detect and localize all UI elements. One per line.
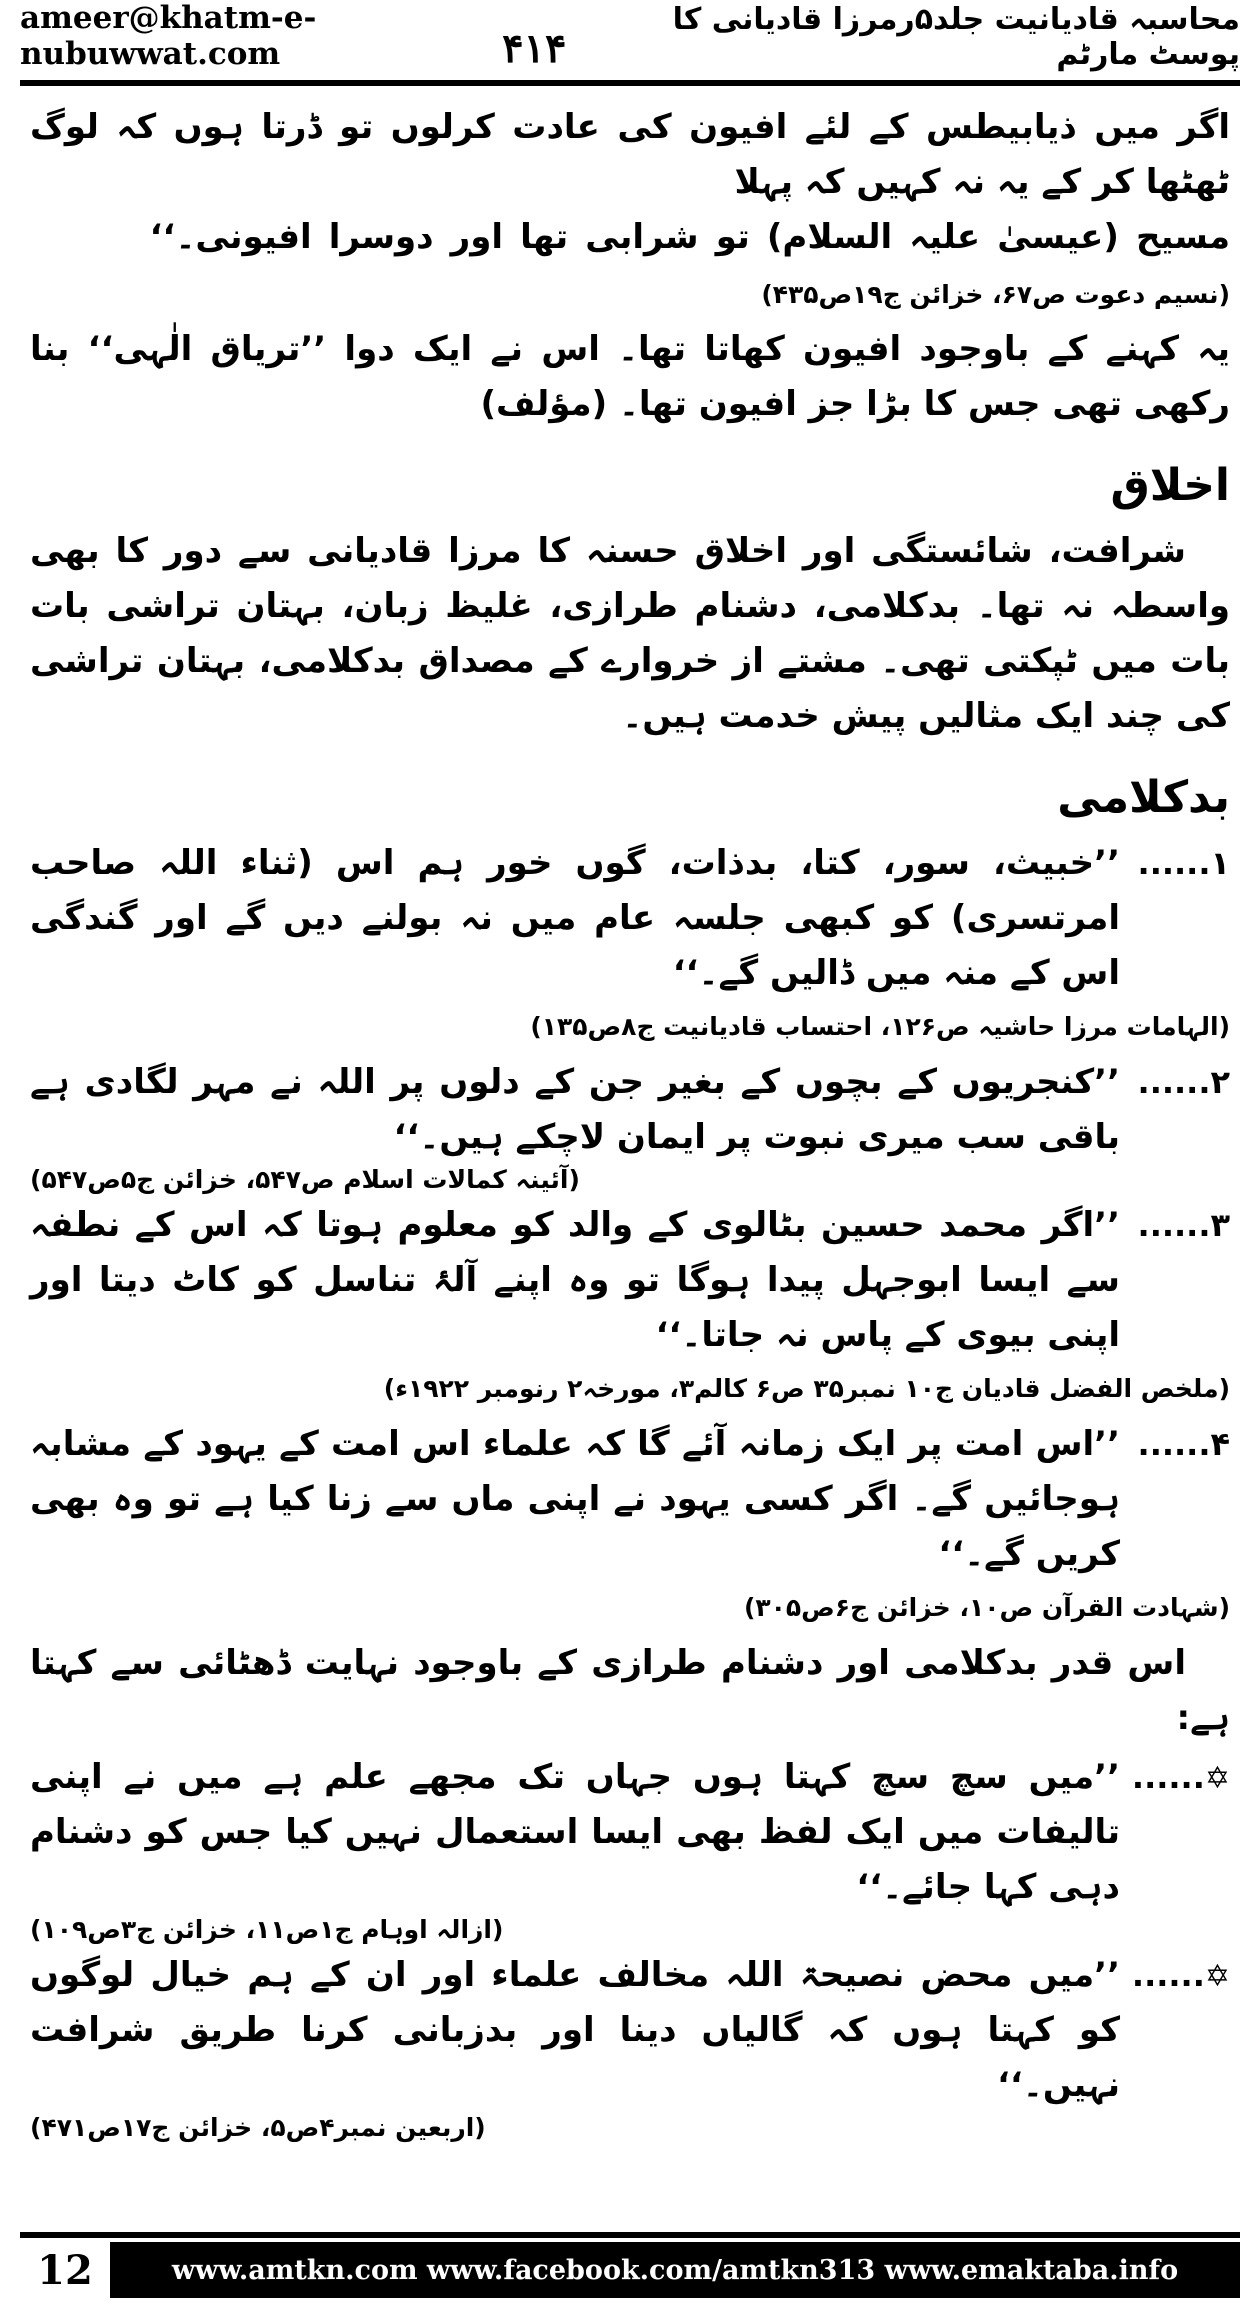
claim-dots: ...... bbox=[1131, 1758, 1205, 1796]
claim-marker bbox=[1120, 1948, 1230, 2142]
header-rule bbox=[20, 80, 1240, 86]
list-item bbox=[30, 836, 1230, 1001]
list-item-number: ۱...... bbox=[1137, 844, 1230, 882]
list-item-text: ’’اگر محمد حسین بٹالوی کے والد کو معلوم ہوتا کہ اس کے نطفہ سے ایسا ابوجہل پیدا ہوگا تو وہ اپنے آلۂ تناسل کو کاٹ دیتا اور اپنی بیوی کے پاس نہ جاتا۔‘‘ bbox=[30, 1205, 1120, 1355]
list-item-reference: (شہادت القرآن ص۱۰، خزائن ج۶ص۳۰۵) bbox=[743, 1593, 1230, 1622]
intro-line-2 bbox=[30, 210, 1230, 322]
header-title-group bbox=[502, 2, 1240, 72]
list-item-reference: (الہامات مرزا حاشیہ ص۱۲۶، احتساب قادیانیت ج۸ص۱۳۵) bbox=[530, 1012, 1230, 1041]
claim-text: ’’میں محض نصیحۃ اللہ مخالف علماء اور ان کے ہم خیال لوگوں کو کہتا ہوں کہ گالیاں دینا اور بدزبانی کرنا طریق شرافت نہیں۔‘‘ bbox=[30, 1955, 1120, 2105]
list-item-number: ۲...... bbox=[1137, 1063, 1230, 1101]
intro-line-2-text: مسیح (عیسیٰ علیہ السلام) تو شرابی تھا اور دوسرا افیونی۔‘‘ bbox=[149, 217, 1230, 257]
page-footer bbox=[20, 2242, 1240, 2298]
claim-item bbox=[30, 1750, 1230, 1944]
list-item-text: ’’خبیث، سور، کتا، بدذات، گوں خور ہم اس (ثناء اللہ صاحب امرتسری) کو کبھی جلسہ عام میں نہ بولنے دیں گے اور گندگی اس کے منہ میں ڈالیں گے۔‘‘ bbox=[30, 843, 1120, 993]
list-item-number: ۴...... bbox=[1137, 1425, 1230, 1463]
list-item bbox=[30, 1055, 1230, 1194]
intro-note: یہ کہنے کے باوجود افیون کھاتا تھا۔ اس نے ایک دوا ’’تریاق الٰہی‘‘ بنا رکھی تھی جس کا بڑا جز افیون تھا۔ (مؤلف) bbox=[30, 329, 1230, 424]
intro-line-1: اگر میں ذیابیطس کے لئے افیون کی عادت کرلوں تو ڈرتا ہوں کہ لوگ ٹھٹھا کر کے یہ نہ کہیں کہ پہلا bbox=[30, 107, 1230, 202]
list-item bbox=[30, 1198, 1230, 1363]
star-icon: ✡ bbox=[1204, 1959, 1230, 1994]
akhlaq-paragraph: شرافت، شائستگی اور اخلاق حسنہ کا مرزا قادیانی سے دور کا بھی واسطہ نہ تھا۔ بدکلامی، دشنام طرازی، غلیظ زبان، بہتان تراشی بات بات میں ٹپکتی تھی۔ مشتے از خروارے کے مصداق بدکلامی، بہتان تراشی کی چند ایک مثالیں پیش خدمت ہیں۔ bbox=[30, 531, 1230, 736]
footer-rule bbox=[20, 2232, 1240, 2238]
star-icon: ✡ bbox=[1204, 1761, 1230, 1796]
list-item-reference: (ملخص الفضل قادیان ج۱۰ نمبر۳۵ ص۶ کالم۳، مورخہ۲ رنومبر ۱۹۲۲ء) bbox=[383, 1374, 1230, 1403]
list-item bbox=[30, 1417, 1230, 1582]
list-item-reference: (آئینہ کمالات اسلام ص۵۴۷، خزائن ج۵ص۵۴۷) bbox=[30, 1165, 580, 1194]
claim-reference: (ازالہ اوہام ج۱ص۱۱، خزائن ج۳ص۱۰۹) bbox=[30, 1915, 504, 1944]
claim-dots: ...... bbox=[1131, 1956, 1205, 1994]
claim-marker bbox=[1120, 1750, 1230, 1944]
list-item-number: ۳...... bbox=[1137, 1206, 1230, 1244]
footer-page-number: 12 bbox=[37, 2246, 93, 2294]
heading-akhlaq: اخلاق bbox=[1110, 460, 1230, 511]
footer-links[interactable]: www.amtkn.com www.facebook.com/amtkn313 www.emaktaba.info bbox=[110, 2242, 1240, 2298]
header-page-number: ۴۱۴ bbox=[502, 25, 567, 72]
page-body bbox=[30, 100, 1230, 2146]
header-email[interactable]: ameer@khatm-e-nubuwwat.com bbox=[20, 0, 317, 72]
transition-text: اس قدر بدکلامی اور دشنام طرازی کے باوجود نہایت ڈھٹائی سے کہتا ہے: bbox=[30, 1643, 1230, 1738]
claim-reference: (اربعین نمبر۴ص۵، خزائن ج۱۷ص۴۷۱) bbox=[30, 2113, 486, 2142]
list-item-text: ’’کنجریوں کے بچوں کے بغیر جن کے دلوں پر اللہ نے مہر لگادی ہے باقی سب میری نبوت پر ایمان لاچکے ہیں۔‘‘ bbox=[30, 1062, 1120, 1157]
list-item-text: ’’اس امت پر ایک زمانہ آئے گا کہ علماء اس امت کے یہود کے مشابہ ہوجائیں گے۔ اگر کسی یہود نے اپنی ماں سے زنا کیا ہے تو وہ بھی کریں گے۔‘‘ bbox=[30, 1424, 1120, 1574]
page-header bbox=[20, 0, 1240, 72]
intro-line-2-ref: (نسیم دعوت ص۶۷، خزائن ج۱۹ص۴۳۵) bbox=[761, 280, 1230, 309]
header-title: محاسبہ قادیانیت جلد۵رمرزا قادیانی کا پوسٹ مارٹم bbox=[672, 2, 1240, 72]
claim-item bbox=[30, 1948, 1230, 2142]
heading-badkalami: بدکلامی bbox=[1057, 772, 1230, 823]
claim-text: ’’میں سچ سچ کہتا ہوں جہاں تک مجھے علم ہے میں نے اپنی تالیفات میں ایک لفظ بھی ایسا استعمال نہیں کیا جس کو دشنام دہی کہا جائے۔‘‘ bbox=[30, 1757, 1120, 1907]
